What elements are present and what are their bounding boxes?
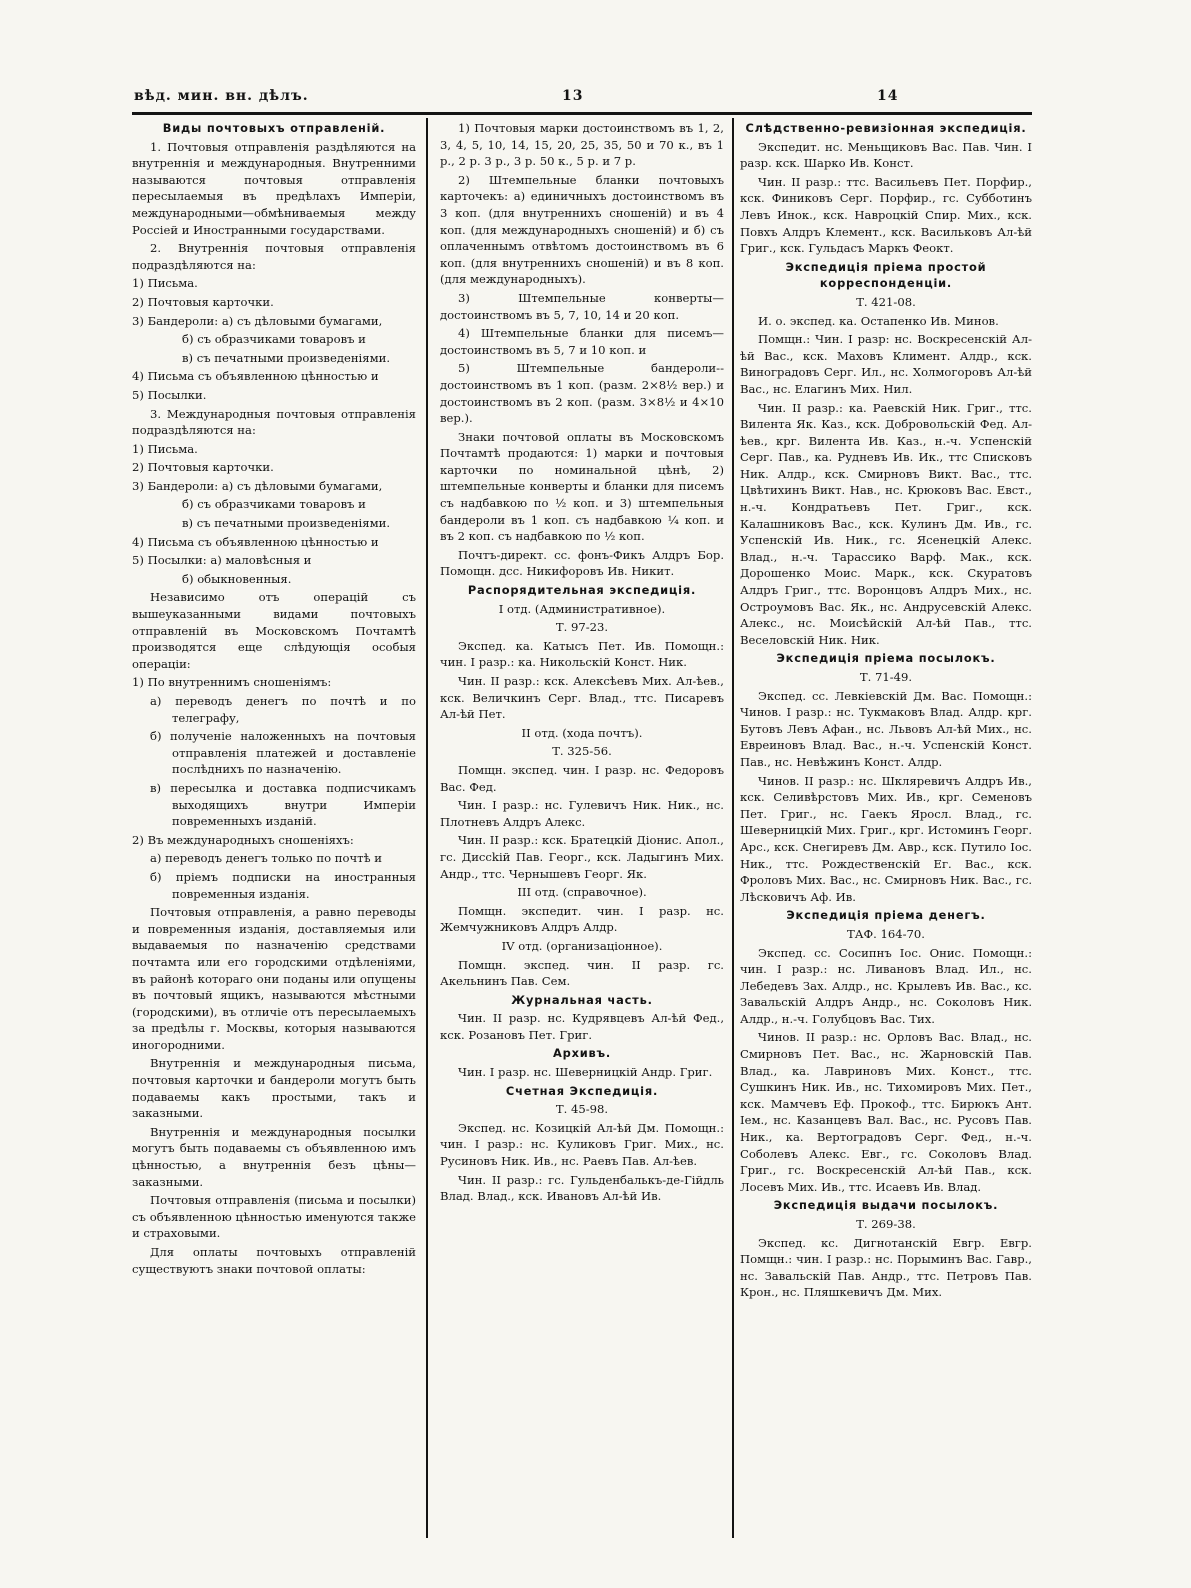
paragraph: Экспед. ка. Катысъ Пет. Ив. Помощн.: чин. I разр.: ка. Никольскій Конст. Ник. <box>440 638 724 670</box>
paragraph: 5) Штемпельные бандероли--достоинствомъ въ 1 коп. (разм. 2×8½ вер.) и достоинствомъ въ 2 коп. (разм. 3×8½ и 4×10 вер.). <box>440 361 724 426</box>
paragraph: Внутреннія и международныя посылки могутъ быть подаваемы съ объявленною имъ цѣнностью, а внутреннія безъ цѣны—заказными. <box>132 1124 416 1189</box>
section-heading: Слѣдственно-ревизіонная экспедиція. <box>745 121 1027 135</box>
paragraph: Помщн. экспед. чин. II разр. гс. Акельнинъ Пав. Сем. <box>440 957 724 989</box>
paragraph: Для оплаты почтовыхъ отправленій существуютъ знаки почтовой оплаты: <box>132 1245 416 1276</box>
paragraph: 3) Бандероли: а) съ дѣловыми бумагами, <box>132 478 383 493</box>
section-subheading: Т. 325-56. <box>552 744 612 759</box>
section-heading: Архивъ. <box>553 1046 611 1061</box>
paragraph: Экспед. сс. Сосипнъ Іос. Онис. Помощн.: чин. I разр.: нс. Ливановъ Влад. Ил., нс. Лебедевъ Зах. Алдр., нс. Крылевъ Ив. Вас., кс. Завальскій Алдръ Андр., нс. Соколовъ Ник. Алдр., н.-ч. Голубцовъ Вас. Тих. <box>740 945 1032 1026</box>
paragraph: Знаки почтовой оплаты въ Московскомъ Почтамтѣ продаются: 1) марки и почтовыя карточки по номинальной цѣнѣ, 2) штемпельные конверты и бланки для писемъ съ надбавкою по ½ коп. и 3) штемпельныя бандероли въ 1 коп. съ надбавкою ¼ коп. и въ 2 коп. съ надбавкою по ½ коп. <box>440 429 724 544</box>
section-subheading: Т. 97-23. <box>555 620 609 635</box>
paragraph: 4) Штемпельные бланки для писемъ—достоинствомъ въ 5, 7 и 10 коп. и <box>440 326 724 357</box>
paragraph: Экспед. сс. Левкіевскій Дм. Вас. Помощн.: Чинов. I разр.: нс. Тукмаковъ Влад. Алдр. крг. Бутовъ Левъ Афан., нс. Львовъ Ал-ѣй Мих., нс. Евреиновъ Влад. Вас., н.-ч. Успенскій Конст. Пав., нс. Невѣжинъ Конст. Алдр. <box>740 688 1032 769</box>
section-subheading: ТАФ. 164-70. <box>847 926 925 941</box>
text-column-3 <box>740 120 1032 1538</box>
paragraph: б) полученіе наложенныхъ на почтовыя отправленія платежей и доставленіе послѣднихъ по назначенію. <box>150 729 416 777</box>
text-column-2 <box>440 120 724 1538</box>
paragraph: И. о. экспед. ка. Остапенко Ив. Минов. <box>758 313 999 328</box>
page-number-left: 13 <box>562 88 584 104</box>
paragraph: Чин. II разр.: кск. Братецкій Діонис. Апол., гс. Диссkій Пав. Георг., кск. Ладыгинъ Мих. Андр., ттс. Чернышевъ Георг. Як. <box>440 833 724 881</box>
column-rule-1 <box>426 118 428 1538</box>
paragraph: а) переводъ денегъ только по почтѣ и <box>150 851 382 866</box>
page-number-right: 14 <box>877 88 899 104</box>
paragraph: Чинов. II разр.: нс. Орловъ Вас. Влад., нс. Смирновъ Пет. Вас., нс. Жарновскій Пав. Влад., ка. Лавриновъ Мих. Конст., ттс. Сушкинъ Ник. Ив., нс. Тихомировъ Мих. Пет., кск. Мамчевъ Еф. Прокоф., ттс. Бирюкъ Ант. Іем., нс. Казанцевъ Вал. Вас., нс. Русовъ Пав. Ник., ка. Вертоградовъ Серг. Фед., н.-ч. Соболевъ Алекс. Евг., гс. Соколовъ Влад. Григ., гс. Воскресенскій Ал-ѣй Пав., кск. Лосевъ Мих. Ив., ттс. Исаевъ Ив. Влад. <box>740 1030 1032 1194</box>
paragraph: Чин. II разр.: ттс. Васильевъ Пет. Порфир., кск. Финиковъ Серг. Порфир., гс. Субботинъ Левъ Инок., кск. Навроцкій Спир. Мих., кск. Повхъ Алдръ Клемент., кск. Васильковъ Ал-ѣй Григ., кск. Гульдасъ Маркъ Феокт. <box>740 174 1032 256</box>
section-subheading: Т. 421-08. <box>856 294 916 309</box>
section-heading: Экспедиція пріема денегъ. <box>786 908 986 923</box>
paragraph: Почтовыя отправленія (письма и посылки) съ объявленною цѣнностью именуются также и страховыми. <box>132 1193 416 1241</box>
paragraph: в) пересылка и доставка подписчикамъ выходящихъ внутри Имперіи повременныхъ изданій. <box>150 780 416 829</box>
page-header <box>132 86 1032 115</box>
paragraph: Помщн. экспед. чин. I разр. нс. Федоровъ Вас. Фед. <box>440 762 724 794</box>
paragraph: Чин. II разр.: гс. Гульденбалькъ-де-Гійдль Влад. Влад., кск. Ивановъ Ал-ѣй Ив. <box>440 1172 724 1204</box>
paragraph: 1) По внутреннимъ сношеніямъ: <box>132 675 332 690</box>
paragraph: б) обыкновенныя. <box>182 571 292 586</box>
paragraph: 3) Штемпельные конверты—достоинствомъ въ 5, 7, 10, 14 и 20 коп. <box>440 290 724 322</box>
paragraph: 5) Посылки: а) маловѣсныя и <box>132 553 312 568</box>
section-heading: Журнальная часть. <box>511 992 653 1007</box>
paragraph: 4) Письма съ объявленною цѣнностью и <box>132 369 379 384</box>
section-subheading: III отд. (справочное). <box>517 885 647 900</box>
paragraph: б) пріемъ подписки на иностранныя повременныя изданія. <box>150 869 416 901</box>
paragraph: 3. Международныя почтовыя отправленія подраздѣляются на: <box>132 406 416 438</box>
paragraph: 1. Почтовыя отправленія раздѣляются на внутреннія и международныя. Внутренними называются почтовыя отправленія пересылаемыя въ предѣлахъ Имперіи, международными—обмѣниваемыя между Россіей и Иностранными государствами. <box>132 139 416 237</box>
paragraph: Чин. II разр.: ка. Раевскій Ник. Григ., ттс. Вилента Як. Каз., кск. Добровольскій Фед. Ал-ѣев., крг. Вилента Ив. Каз., н.-ч. Успенскій Серг. Пав., ка. Рудневъ Ив. Ик., ттс Списковъ Ник. Алдр., кск. Смирновъ Викт. Вас., ттс. Цвѣтихинъ Викт. Нав., нс. Крюковъ Вас. Евст., н.-ч. Кондратьевъ Пет. Григ., кск. Калашниковъ Вас., кск. Кулинъ Дм. Ив., гс. Успенскій Ив. Ник., гс. Ясенецкій Алекс. Влад., н.-ч. Тарассикo Варф. Мак., кск. Дорошенко Моис. Марк., кск. Скуратовъ Алдръ Григ., ттс. Воронцовъ Алдръ Мих., нс. Остроумовъ Вас. Як., нс. Андрусевскій Алекс. Алекс., нс. Моисѣйскій Ал-ѣй Пав., ттс. Веселовскій Ник. Ник. <box>740 400 1032 647</box>
section-heading: Экспедиція пріема посылокъ. <box>776 651 996 666</box>
paragraph: 2) Штемпельные бланки почтовыхъ карточекъ: а) единичныхъ достоинствомъ въ 3 коп. (для внутреннихъ сношеній) и въ 4 коп. (для международныхъ сношеній) и б) съ оплаченнымъ отвѣтомъ достоинствомъ въ 6 коп. (для внутреннихъ сношеній) и въ 8 коп. (для международныхъ). <box>440 172 724 287</box>
paragraph: Помщн. экспедит. чин. I разр. нс. Жемчужниковъ Алдръ Алдр. <box>440 903 724 935</box>
section-heading: Экспедиція пріема простой корреспонденціи. <box>785 259 987 291</box>
paragraph: 2. Внутреннія почтовыя отправленія подраздѣляются на: <box>132 241 416 272</box>
paragraph: Почтъ-директ. сс. фонъ-Фикъ Алдръ Бор. Помощн. дсс. Никифоровъ Ив. Никит. <box>440 547 724 579</box>
paragraph: 2) Почтовыя карточки. <box>132 460 274 475</box>
section-subheading: Т. 269-38. <box>856 1217 916 1231</box>
paragraph: Экспед. кс. Дигнотанскій Евгр. Евгр. Помщн.: чин. I разр.: нс. Порыминъ Вас. Гавр., нс. Завальскій Пав. Андр., ттс. Петровъ Пав. Крон., нс. Пляшкевичъ Дм. Мих. <box>740 1235 1032 1300</box>
column-rule-2 <box>732 118 734 1538</box>
section-subheading: Т. 45-98. <box>555 1102 609 1117</box>
section-subheading: II отд. (хода почтъ). <box>521 725 643 740</box>
paragraph: Внутреннія и международныя письма, почтовыя карточки и бандероли могутъ быть подаваемы какъ простыми, такъ и заказными. <box>132 1056 416 1121</box>
paragraph: Почтовыя отправленія, а равно переводы и повременныя изданія, доставляемыя или выдаваемыя по назначенію средствами почтамта или его городскими отдѣленіями, въ районѣ котораго они поданы или опущены въ почтовый ящикъ, называются мѣстными (городскими), въ отличіе отъ пересылаемыхъ за предѣлы г. Москвы, которыя называются иногородними. <box>132 905 416 1052</box>
paragraph: Чин. I разр. нс. Шеверницкій Андр. Григ. <box>458 1065 713 1080</box>
paragraph: Чин. II разр.: кск. Алексѣевъ Мих. Ал-ѣев., кск. Величкинъ Серг. Влад., ттс. Писаревъ Ал-ѣй Пет. <box>440 674 724 722</box>
paragraph: Помщн.: Чин. I разр: нс. Воскресенскій Ал-ѣй Вас., кск. Маховъ Климент. Алдр., кск. Виноградовъ Серг. Ил., нс. Холмогоровъ Ал-ѣй Вас., нс. Елагинъ Мих. Нил. <box>740 332 1032 396</box>
paragraph: б) съ образчиками товаровъ и <box>182 497 366 512</box>
paragraph: Экспедит. нс. Меньщиковъ Вас. Пав. Чин. I разр. кск. Шарко Ив. Конст. <box>740 139 1032 171</box>
paragraph: 2) Почтовыя карточки. <box>132 294 274 309</box>
paragraph: Чин. I разр.: нс. Гулевичъ Ник. Ник., нс. Плотневъ Алдръ Алекс. <box>440 798 724 829</box>
paragraph: Независимо отъ операцій съ вышеуказанными видами почтовыхъ отправленій въ Московскомъ Почтамтѣ производятся еще слѣдующія особыя операціи: <box>132 590 416 671</box>
paragraph: 5) Посылки. <box>132 387 207 402</box>
paragraph: а) переводъ денегъ по почтѣ и по телеграфу, <box>150 694 416 725</box>
section-subheading: I отд. (Административное). <box>498 601 666 616</box>
paragraph: 3) Бандероли: а) съ дѣловыми бумагами, <box>132 313 383 328</box>
paragraph: б) съ образчиками товаровъ и <box>182 332 366 347</box>
paragraph: 2) Въ международныхъ сношеніяхъ: <box>132 832 354 847</box>
section-heading: Счетная Экспедиція. <box>505 1083 659 1098</box>
paragraph: Экспед. нс. Козицкій Ал-ѣй Дм. Помощн.: чин. I разр.: нс. Куликовъ Григ. Мих., нс. Русиновъ Ник. Ив., нс. Раевъ Пав. Ал-ѣев. <box>440 1120 724 1169</box>
paragraph: в) съ печатными произведеніями. <box>182 350 391 365</box>
paragraph: Чинов. II разр.: нс. Шкляревичъ Алдръ Ив., кск. Селивѣрстовъ Мих. Ив., крг. Семеновъ Пет. Григ., нс. Гаекъ Яросл. Влад., гс. Шеверницкій Мих. Григ., крг. Истоминъ Георг. Арс., кск. Снегиревъ Дм. Авр., кск. Путило Іос. Ник., ттс. Рождественскій Ег. Вас., кск. Фроловъ Мих. Вас., нс. Смирновъ Ник. Вас., гс. Лѣсковичъ Аф. Ив. <box>740 773 1032 904</box>
section-heading: Виды почтовыхъ отправленій. <box>162 121 386 135</box>
section-heading: Распорядительная экспедиція. <box>467 583 697 598</box>
paragraph: в) съ печатными произведеніями. <box>182 516 391 531</box>
paragraph: 1) Письма. <box>132 441 198 456</box>
running-head: вѣд. мин. вн. дѣлъ. <box>134 88 309 104</box>
paragraph: 1) Почтовыя марки достоинствомъ въ 1, 2, 3, 4, 5, 10, 14, 15, 20, 25, 35, 50 и 70 к., въ 1 р., 2 р. 3 р., 3 р. 50 к., 5 р. и 7 р. <box>440 121 724 169</box>
section-subheading: IV отд. (организаціонное). <box>501 938 663 953</box>
text-column-1 <box>132 120 416 1538</box>
section-subheading: Т. 71-49. <box>859 670 913 684</box>
section-heading: Экспедиція выдачи посылокъ. <box>773 1198 999 1213</box>
paragraph: 4) Письма съ объявленною цѣнностью и <box>132 534 379 549</box>
paragraph: Чин. II разр. нс. Кудрявцевъ Ал-ѣй Фед., кск. Розановъ Пет. Григ. <box>440 1011 724 1042</box>
paragraph: 1) Письма. <box>132 276 198 291</box>
